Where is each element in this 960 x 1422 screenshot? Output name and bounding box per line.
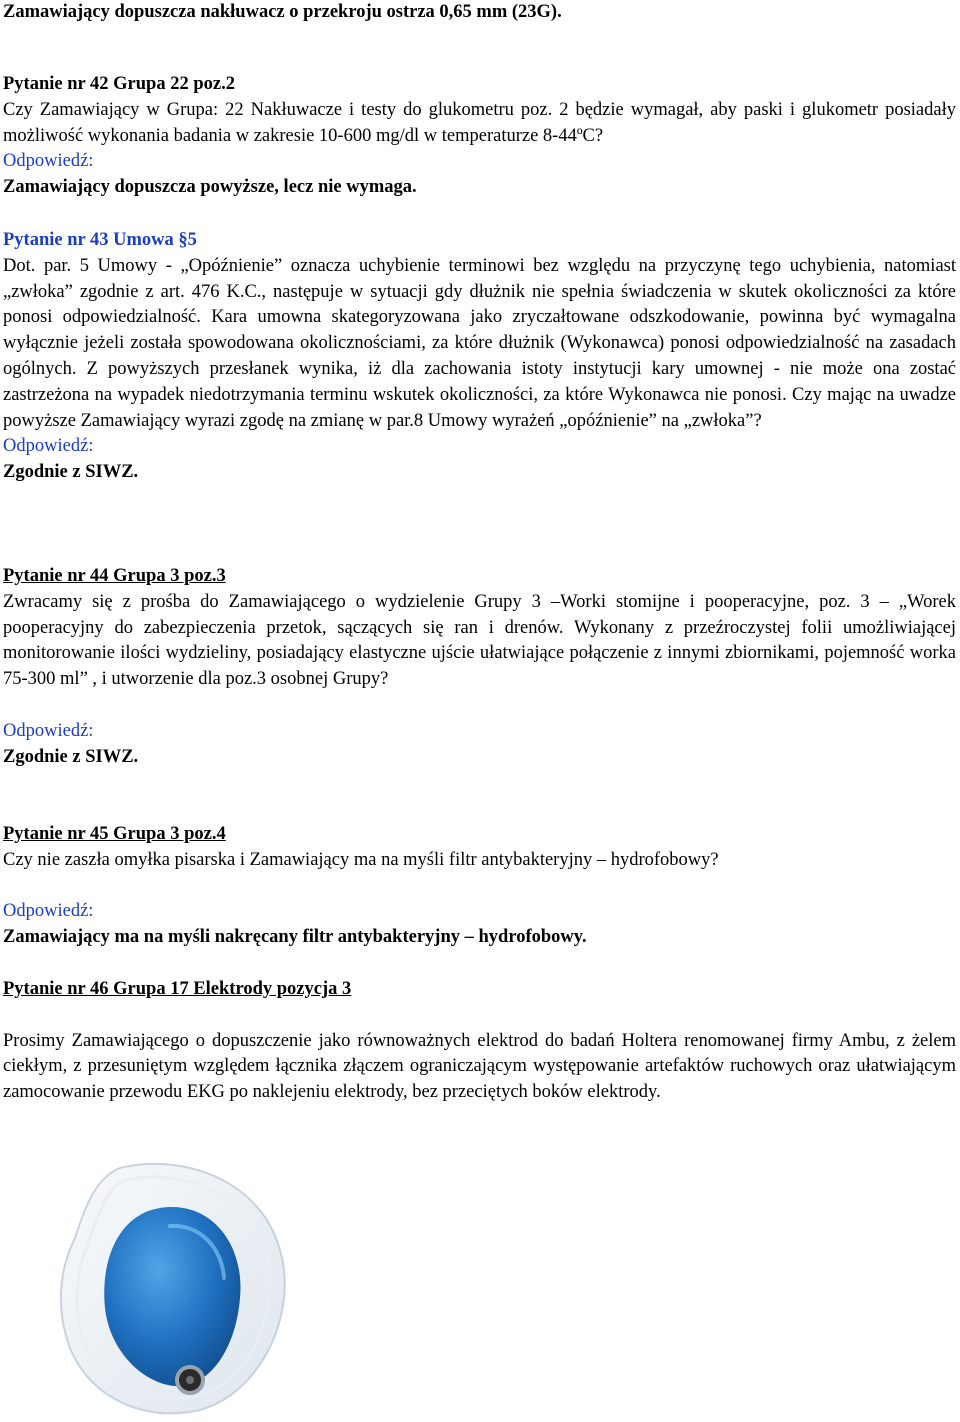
question-42-answer-label: Odpowiedź:: [3, 151, 94, 172]
question-44-body: Zwracamy się z prośba do Zamawiającego o wydzielenie Grupy 3 –Worki stomijne i pooperacyjne, poz. 3 – „Worek pooperacyjny do zabezpieczenia przetok, sączących się ran i drenów. Wykonany z przeźroczystej folii umożliwiającej monitorowanie ilości wydzieliny, posiadający elastyczne ujście ułatwiające połączenie z innymi zbiornikami, pojemność worka 75-300 ml” , i utworzenie dla poz.3 osobnej Grupy?: [3, 591, 956, 690]
question-43-answer-label: Odpowiedź:: [3, 436, 94, 457]
question-44-answer-label: Odpowiedź:: [3, 720, 94, 741]
electrode-photo: [50, 1148, 300, 1422]
question-44: [3, 564, 956, 770]
question-43-body: Dot. par. 5 Umowy - „Opóźnienie” oznacza uchybienie terminowi bez względu na przyczynę tego uchybienia, natomiast „zwłoka” zgodnie z art. 476 K.C., następuje w sytuacji gdy dłużnik nie spełnia świadczenia w skutek okoliczności za które ponosi odpowiedzialność. Kara umowna skategoryzowana jako zryczałtowane odszkodowanie, powinna być wymagalna wyłącznie jeżeli została spowodowana okolicznościami, za które dłużnik (Wykonawca) ponosi odpowiedzialność na zasadach ogólnych. Z powyższych przesłanek wynika, iż dla zachowania istoty instytucji kary umownej - nie może ona zostać zastrzeżona na wypadek niedotrzymania terminu wskutek okoliczności, za które Wykonawca nie ponosi. Czy mając na uwadze powyższe Zamawiający wyrazi zgodę na zmianę w par.8 Umowy wyrażeń „opóźnienie” na „zwłoka”?: [3, 255, 956, 431]
question-43-heading: Pytanie nr 43 Umowa §5: [3, 230, 197, 250]
spacer: [3, 874, 956, 900]
question-45-body: Czy nie zaszła omyłka pisarska i Zamawiający ma na myśli filtr antybakteryjny – hydrofobowy?: [3, 849, 719, 870]
question-43-answer: Zgodnie z SIWZ.: [3, 462, 139, 483]
question-45-answer-label: Odpowiedź:: [3, 901, 94, 922]
question-45-answer: Zamawiający ma na myśli nakręcany filtr antybakteryjny – hydrofobowy.: [3, 927, 587, 948]
question-42-heading: Pytanie nr 42 Grupa 22 poz.2: [3, 74, 235, 94]
question-44-heading: Pytanie nr 44 Grupa 3 poz.3: [3, 566, 226, 586]
question-46: [3, 977, 956, 1106]
question-44-answer: Zgodnie z SIWZ.: [3, 746, 139, 767]
section-top: [3, 0, 956, 26]
question-43: [3, 228, 956, 486]
question-46-heading: Pytanie nr 46 Grupa 17 Elektrody pozycja 3: [3, 979, 352, 999]
spacer: [3, 1003, 956, 1029]
question-45-heading: Pytanie nr 45 Grupa 3 poz.4: [3, 824, 226, 844]
spacer: [3, 693, 956, 719]
top-line: Zamawiający dopuszcza nakłuwacz o przekroju ostrza 0,65 mm (23G).: [3, 2, 562, 22]
question-42-answer: Zamawiający dopuszcza powyższe, lecz nie wymaga.: [3, 177, 417, 198]
question-42: [3, 72, 956, 201]
question-45: [3, 822, 956, 951]
question-42-body: Czy Zamawiający w Grupa: 22 Nakłuwacze i testy do glukometru poz. 2 będzie wymagał, aby paski i glukometr posiadały możliwość wykonania badania w zakresie 10-600 mg/dl w temperaturze 8-44ºC?: [3, 99, 956, 146]
electrode-snap-center: [186, 1376, 194, 1384]
question-46-body: Prosimy Zamawiającego o dopuszczenie jako równoważnych elektrod do badań Holtera renomowanej firmy Ambu, z żelem ciekłym, z przesuniętym względem łącznika złączem ograniczającym występowanie artefaktów ruchowych oraz ułatwiającym zamocowanie przewodu EKG po naklejeniu elektrody, bez przeciętych boków elektrody.: [3, 1030, 956, 1103]
